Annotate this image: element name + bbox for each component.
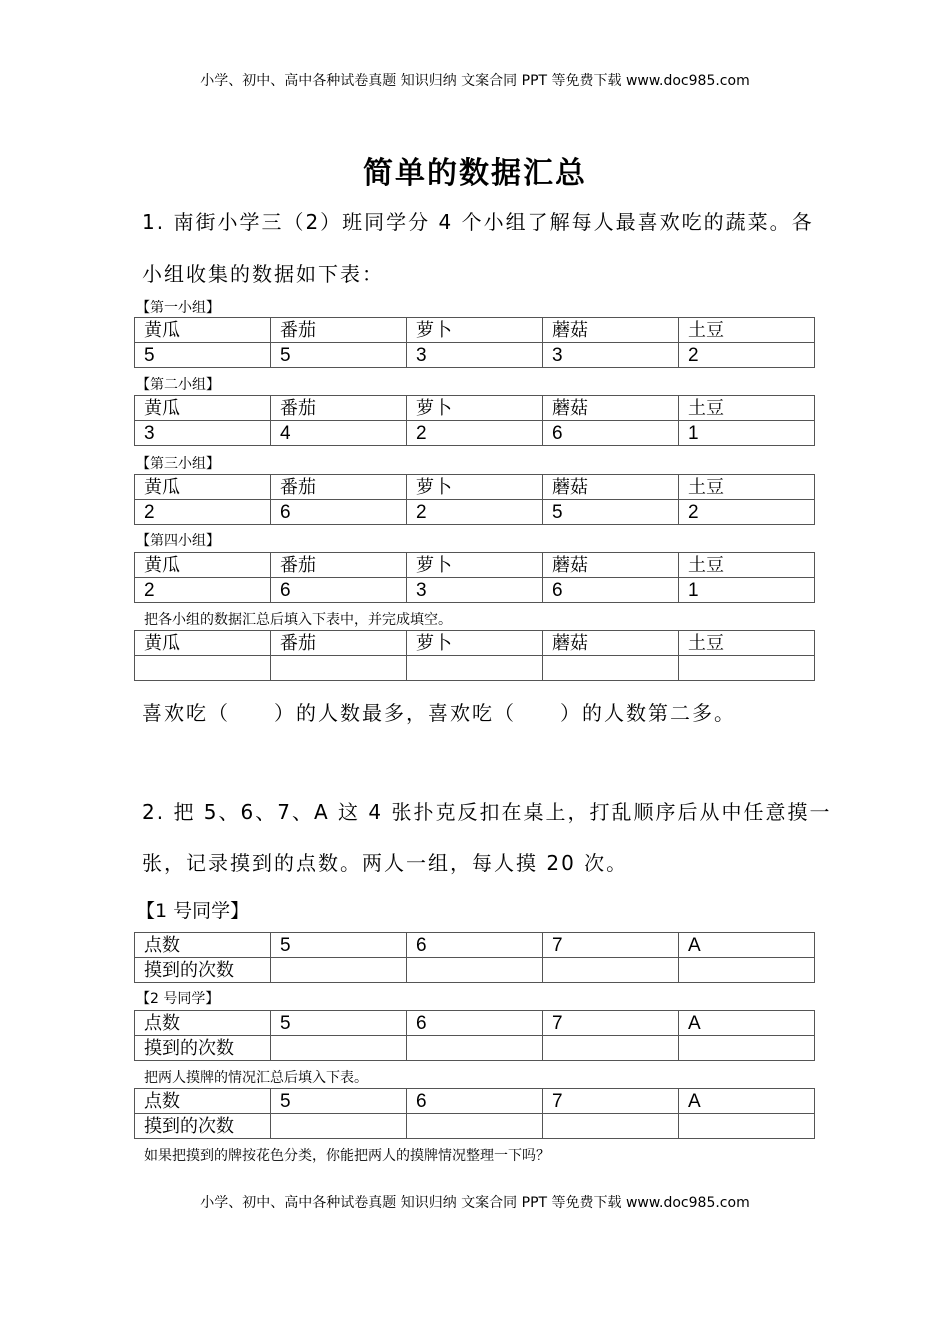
row-header-cell: 点数 bbox=[135, 1089, 271, 1114]
student2-table bbox=[134, 1010, 815, 1061]
table-row bbox=[135, 1036, 815, 1061]
table-row bbox=[135, 475, 815, 500]
value-cell: 6 bbox=[543, 578, 679, 603]
table-row bbox=[135, 578, 815, 603]
table-row bbox=[135, 553, 815, 578]
header-cell: 土豆 bbox=[679, 631, 815, 656]
point-cell: 5 bbox=[271, 1089, 407, 1114]
row-header-cell: 摸到的次数 bbox=[135, 958, 271, 983]
row-header-cell: 摸到的次数 bbox=[135, 1036, 271, 1061]
table-row bbox=[135, 656, 815, 681]
table-row bbox=[135, 631, 815, 656]
q1-text-line2: 小组收集的数据如下表： bbox=[142, 262, 384, 286]
table-row bbox=[135, 500, 815, 525]
answer-cell[interactable] bbox=[135, 656, 271, 681]
value-cell: 2 bbox=[679, 500, 815, 525]
point-cell: 6 bbox=[407, 1089, 543, 1114]
value-cell: 6 bbox=[543, 421, 679, 446]
answer-cell[interactable] bbox=[679, 1036, 815, 1061]
point-cell: 7 bbox=[543, 933, 679, 958]
group2-label: 【第二小组】 bbox=[136, 377, 220, 393]
table-row bbox=[135, 1089, 815, 1114]
header-cell: 土豆 bbox=[679, 553, 815, 578]
value-cell: 3 bbox=[407, 343, 543, 368]
row-header-cell: 摸到的次数 bbox=[135, 1114, 271, 1139]
group2-table bbox=[134, 395, 815, 446]
point-cell: A bbox=[679, 1011, 815, 1036]
value-cell: 5 bbox=[135, 343, 271, 368]
row-header-cell: 点数 bbox=[135, 933, 271, 958]
point-cell: 7 bbox=[543, 1089, 679, 1114]
header-cell: 番茄 bbox=[271, 631, 407, 656]
answer-cell[interactable] bbox=[679, 958, 815, 983]
value-cell: 6 bbox=[271, 578, 407, 603]
group4-label: 【第四小组】 bbox=[136, 533, 220, 549]
answer-cell[interactable] bbox=[271, 1036, 407, 1061]
header-cell: 黄瓜 bbox=[135, 475, 271, 500]
q1-summary-instruction: 把各小组的数据汇总后填入下表中，并完成填空。 bbox=[144, 612, 452, 628]
student1-table bbox=[134, 932, 815, 983]
header-cell: 萝卜 bbox=[407, 396, 543, 421]
group3-label: 【第三小组】 bbox=[136, 456, 220, 472]
answer-cell[interactable] bbox=[271, 1114, 407, 1139]
q1-summary-table bbox=[134, 630, 815, 681]
value-cell: 5 bbox=[271, 343, 407, 368]
table-row bbox=[135, 958, 815, 983]
answer-cell[interactable] bbox=[543, 1036, 679, 1061]
value-cell: 2 bbox=[679, 343, 815, 368]
header-cell: 土豆 bbox=[679, 475, 815, 500]
header-cell: 番茄 bbox=[271, 318, 407, 343]
value-cell: 1 bbox=[679, 421, 815, 446]
point-cell: 6 bbox=[407, 933, 543, 958]
header-cell: 蘑菇 bbox=[543, 631, 679, 656]
page-title: 简单的数据汇总 bbox=[363, 156, 587, 191]
value-cell: 1 bbox=[679, 578, 815, 603]
header-cell: 蘑菇 bbox=[543, 318, 679, 343]
answer-cell[interactable] bbox=[407, 1036, 543, 1061]
table-row bbox=[135, 318, 815, 343]
value-cell: 2 bbox=[407, 500, 543, 525]
point-cell: A bbox=[679, 1089, 815, 1114]
answer-cell[interactable] bbox=[543, 1114, 679, 1139]
header-cell: 黄瓜 bbox=[135, 318, 271, 343]
header-cell: 黄瓜 bbox=[135, 631, 271, 656]
q1-text-line1: 1. 南街小学三（2）班同学分 4 个小组了解每人最喜欢吃的蔬菜。各 bbox=[142, 210, 814, 234]
header-cell: 土豆 bbox=[679, 396, 815, 421]
student2-label: 【2 号同学】 bbox=[136, 991, 220, 1007]
answer-cell[interactable] bbox=[407, 1114, 543, 1139]
group1-label: 【第一小组】 bbox=[136, 300, 220, 316]
q1-fill-blank: 喜欢吃（ ）的人数最多，喜欢吃（ ）的人数第二多。 bbox=[142, 701, 736, 725]
header-cell: 蘑菇 bbox=[543, 553, 679, 578]
q2-text-line1: 2. 把 5、6、7、A 这 4 张扑克反扣在桌上，打乱顺序后从中任意摸一 bbox=[142, 800, 832, 824]
point-cell: 7 bbox=[543, 1011, 679, 1036]
header-cell: 番茄 bbox=[271, 475, 407, 500]
group3-table bbox=[134, 474, 815, 525]
answer-cell[interactable] bbox=[679, 1114, 815, 1139]
row-header-cell: 点数 bbox=[135, 1011, 271, 1036]
header-cell: 萝卜 bbox=[407, 631, 543, 656]
value-cell: 6 bbox=[271, 500, 407, 525]
value-cell: 3 bbox=[407, 578, 543, 603]
value-cell: 2 bbox=[135, 500, 271, 525]
header-cell: 萝卜 bbox=[407, 553, 543, 578]
value-cell: 4 bbox=[271, 421, 407, 446]
header-cell: 番茄 bbox=[271, 396, 407, 421]
group1-table bbox=[134, 317, 815, 368]
q2-final-question: 如果把摸到的牌按花色分类，你能把两人的摸牌情况整理一下吗？ bbox=[144, 1148, 550, 1164]
q2-summary-instruction: 把两人摸牌的情况汇总后填入下表。 bbox=[144, 1070, 368, 1086]
table-row bbox=[135, 396, 815, 421]
header-cell: 萝卜 bbox=[407, 475, 543, 500]
header-cell: 土豆 bbox=[679, 318, 815, 343]
answer-cell[interactable] bbox=[543, 656, 679, 681]
student1-label: 【1 号同学】 bbox=[136, 900, 250, 922]
footer-banner: 小学、初中、高中各种试卷真题 知识归纳 文案合同 PPT 等免费下载 www.doc985.com bbox=[200, 1195, 750, 1211]
value-cell: 2 bbox=[135, 578, 271, 603]
value-cell: 3 bbox=[135, 421, 271, 446]
table-row bbox=[135, 1114, 815, 1139]
point-cell: A bbox=[679, 933, 815, 958]
answer-cell[interactable] bbox=[407, 656, 543, 681]
answer-cell[interactable] bbox=[679, 656, 815, 681]
header-cell: 番茄 bbox=[271, 553, 407, 578]
header-cell: 萝卜 bbox=[407, 318, 543, 343]
q2-summary-table bbox=[134, 1088, 815, 1139]
answer-cell[interactable] bbox=[407, 958, 543, 983]
answer-cell[interactable] bbox=[271, 958, 407, 983]
answer-cell[interactable] bbox=[271, 656, 407, 681]
header-cell: 黄瓜 bbox=[135, 553, 271, 578]
answer-cell[interactable] bbox=[543, 958, 679, 983]
header-cell: 蘑菇 bbox=[543, 475, 679, 500]
table-row bbox=[135, 421, 815, 446]
point-cell: 5 bbox=[271, 1011, 407, 1036]
header-cell: 蘑菇 bbox=[543, 396, 679, 421]
point-cell: 5 bbox=[271, 933, 407, 958]
value-cell: 5 bbox=[543, 500, 679, 525]
table-row bbox=[135, 343, 815, 368]
table-row bbox=[135, 933, 815, 958]
header-banner: 小学、初中、高中各种试卷真题 知识归纳 文案合同 PPT 等免费下载 www.doc985.com bbox=[200, 73, 750, 89]
value-cell: 2 bbox=[407, 421, 543, 446]
group4-table bbox=[134, 552, 815, 603]
header-cell: 黄瓜 bbox=[135, 396, 271, 421]
value-cell: 3 bbox=[543, 343, 679, 368]
table-row bbox=[135, 1011, 815, 1036]
point-cell: 6 bbox=[407, 1011, 543, 1036]
q2-text-line2: 张，记录摸到的点数。两人一组，每人摸 20 次。 bbox=[142, 851, 629, 875]
